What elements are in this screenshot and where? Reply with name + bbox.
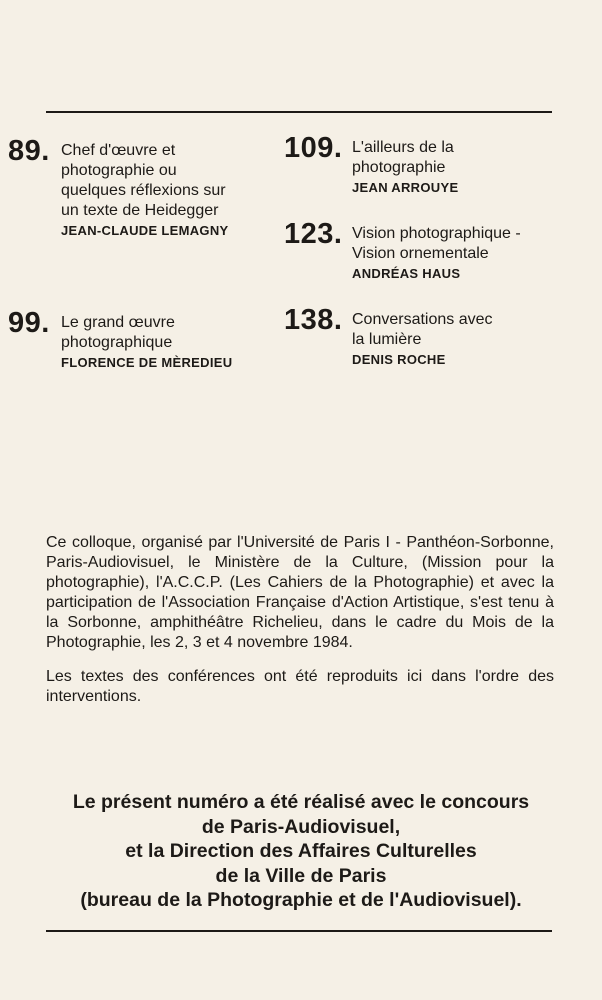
toc-text — [352, 224, 572, 283]
sponsor-note: Le présent numéro a été réalisé avec le concours de Paris-Audiovisuel, et la Direction des Affaires Culturelles de la Ville de Paris (bureau de la Photographie et de l'Audiovisuel). — [72, 791, 530, 911]
textes-note-paragraph: Les textes des conférences ont été reproduits ici dans l'ordre des interventions. — [46, 668, 554, 705]
toc-text — [61, 141, 228, 240]
toc-author: ANDRÉAS HAUS — [352, 266, 461, 281]
top-divider — [46, 111, 552, 113]
bottom-divider — [46, 930, 552, 932]
toc-text — [352, 310, 493, 369]
colloque-paragraph: Ce colloque, organisé par l'Université de Paris I - Panthéon-Sorbonne, Paris-Audiovisuel, le Ministère de la Culture, (Mission pour la photographie), l'A.C.C.P. (Les Cahiers de la Photographie) et avec la participation de l'Association Française d'Action Artistique, s'est tenu à la Sorbonne, amphithéâtre Richelieu, dans le cadre du Mois de la Photographie, les 2, 3 et 4 novembre 1984. — [46, 534, 554, 651]
toc-author: JEAN ARROUYE — [352, 180, 459, 195]
toc-title: Vision photographique - Vision ornementale — [352, 225, 521, 262]
toc-text — [352, 138, 458, 197]
toc-page-number: 89. — [8, 135, 50, 167]
toc-title: L'ailleurs de la photographie — [352, 139, 454, 176]
toc-title: Chef d'œuvre et photographie ou quelques réflexions sur un texte de Heidegger — [61, 142, 226, 219]
toc-author: DENIS ROCHE — [352, 352, 446, 367]
toc-page-number: 109. — [284, 132, 343, 164]
toc-title: Conversations avec la lumière — [352, 311, 493, 348]
toc-page-number: 123. — [284, 218, 343, 250]
toc-page-number: 138. — [284, 304, 343, 336]
toc-page-number: 99. — [8, 307, 50, 339]
toc-title: Le grand œuvre photographique — [61, 314, 175, 351]
toc-text — [61, 313, 232, 372]
toc-author: FLORENCE DE MÈREDIEU — [61, 355, 233, 370]
toc-author: JEAN-CLAUDE LEMAGNY — [61, 223, 229, 238]
